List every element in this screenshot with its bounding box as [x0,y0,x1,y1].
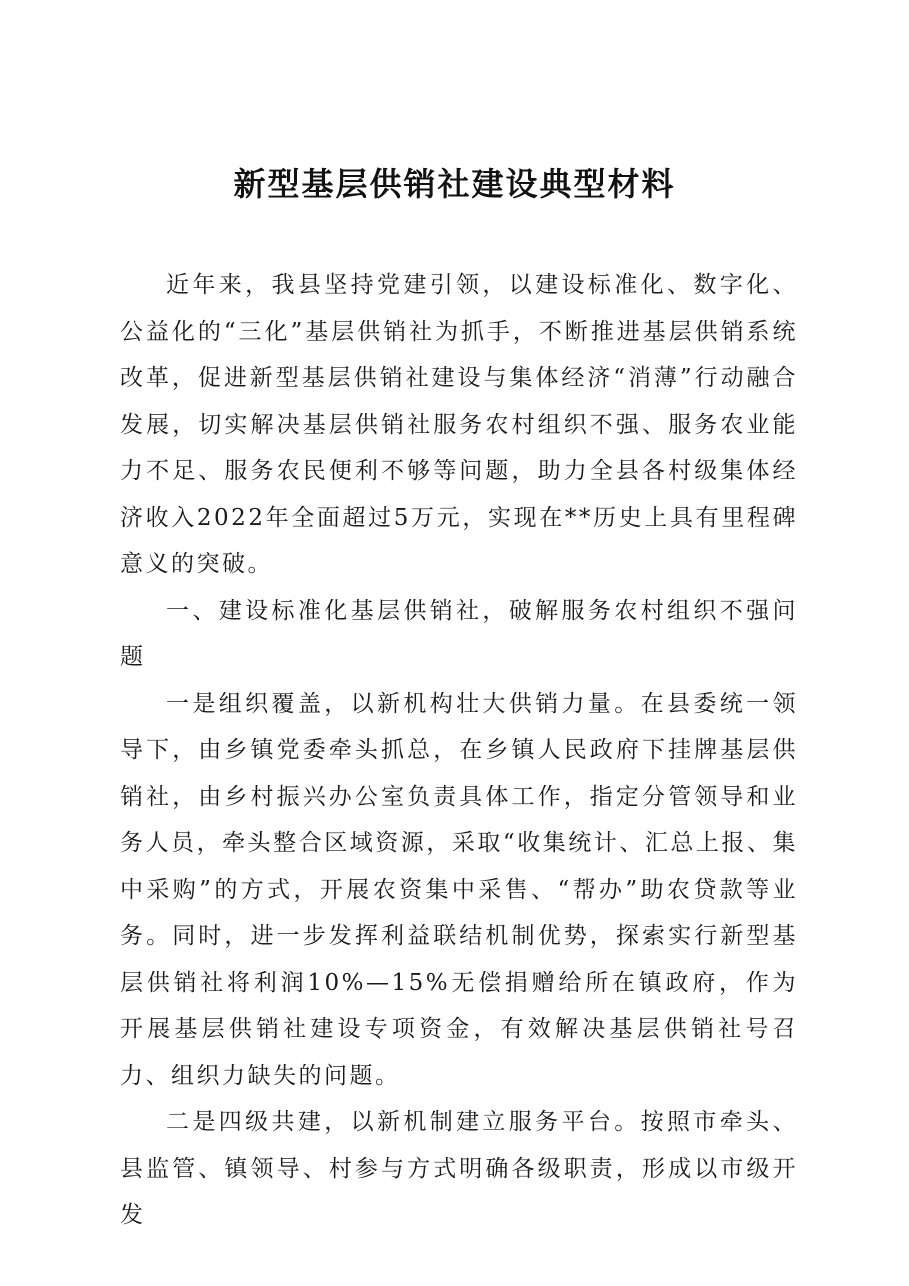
document-body [120,262,798,1239]
paragraph-organization-coverage: 一是组织覆盖，以新机构壮大供销力量。在县委统一领导下，由乡镇党委牵头抓总，在乡镇人民政府下挂牌基层供销社，由乡村振兴办公室负责具体工作，指定分管领导和业务人员，牵头整合区域资源，采取“收集统计、汇总上报、集中采购”的方式，开展农资集中采售、“帮办”助农贷款等业务。同时，进一步发挥利益联结机制优势，探索实行新型基层供销社将利润10%—15%无偿捐赠给所在镇政府，作为开展基层供销社建设专项资金，有效解决基层供销社号召力、组织力缺失的问题。 [120,690,798,1089]
paragraph-four-level-construction: 二是四级共建，以新机制建立服务平台。按照市牵头、县监管、镇领导、村参与方式明确各级职责，形成以市级开发 [120,1109,798,1228]
paragraph-intro: 近年来，我县坚持党建引领，以建设标准化、数字化、公益化的“三化”基层供销社为抓手，不断推进基层供销系统改革，促进新型基层供销社建设与集体经济“消薄”行动融合发展，切实解决基层供销社服务农村组织不强、服务农业能力不足、服务农民便利不够等问题，助力全县各村级集体经济收入2022年全面超过5万元，实现在**历史上具有里程碑意义的突破。 [120,272,798,577]
document-title: 新型基层供销社建设典型材料 [233,165,676,203]
section-heading-1: 一、建设标准化基层供销社，破解服务农村组织不强问题 [120,597,798,670]
